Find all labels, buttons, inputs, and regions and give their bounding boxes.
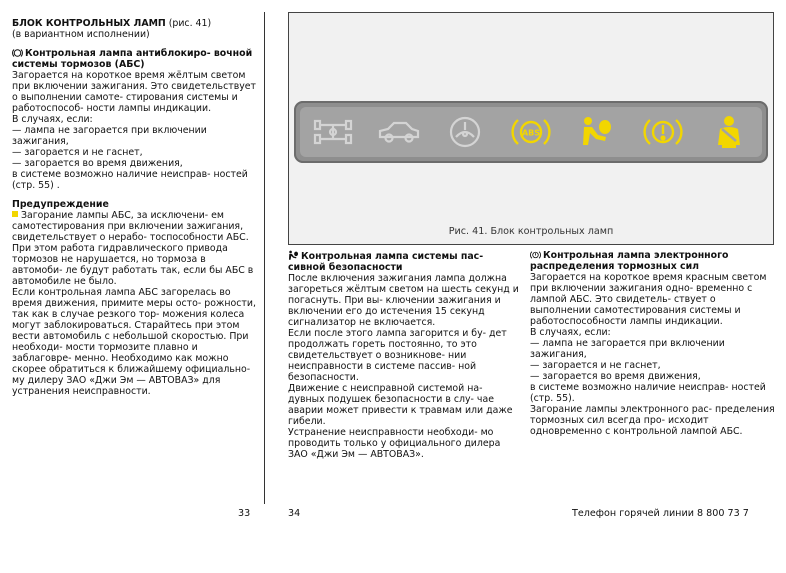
section-heading: БЛОК КОНТРОЛЬНЫХ ЛАМП (рис. 41) <box>12 18 212 29</box>
left-column <box>12 18 256 397</box>
airbag-lamp-icon <box>575 112 619 152</box>
power-steering-lamp-icon <box>443 112 487 152</box>
warning-marker-icon <box>12 211 18 217</box>
section-subheading: (в вариантном исполнении) <box>12 29 150 40</box>
ebd-paragraph: Загорание лампы электронного рас- пределения тормозных сил всегда про- исходит одновременно с контрольной лампой АБС. <box>530 404 775 437</box>
warning-lamp-panel <box>294 101 768 163</box>
warning-title: Предупреждение <box>12 199 109 210</box>
airbag-paragraph: После включения зажигания лампа должна загореться жёлтым светом на шесть секунд и погаснуть. При вы- ключении зажигания и включении его до истечения 15 секунд сигнализатор не включается. <box>288 273 519 328</box>
abs-lamp-body: Загорается на короткое время жёлтым светом при включении зажигания. Это свидетельствует о выполнении самоте- стирования системы и работоспособ- ности лампы индикации. <box>12 70 256 114</box>
case-item: — лампа не загорается при включении зажигания, <box>12 125 207 147</box>
case-item: — лампа не загорается при включении зажигания, <box>530 338 725 360</box>
figure-caption: Рис. 41. Блок контрольных ламп <box>448 226 614 237</box>
car-lamp-icon <box>377 112 421 152</box>
warning-body-continued: Если контрольная лампа АБС загорелась во время движения, примите меры осто- рожности, так как в случае резкого тор- можения колеса могут заблокироваться. Старайтесь при этом вести автомобиль с небольшой скоростью. При необходи- мости тормозите плавно и заблаговре- менно. Необходимо как можно скорее обратиться к ближайшему официально- му дилеру ЗАО «Джи Эм — АВТОВАЗ» для устранения неисправности. <box>12 287 256 397</box>
cases-outro: в системе возможно наличие неисправ- ностей (стр. 55) . <box>12 169 248 191</box>
page-number-left: 33 <box>238 508 251 519</box>
brake-lamp-icon <box>641 112 685 152</box>
cases-intro: В случаях, если: <box>530 327 611 338</box>
svg-text:ABS: ABS <box>521 128 541 138</box>
transmission-lamp-icon <box>311 112 355 152</box>
airbag-paragraph: Устранение неисправности необходи- мо проводить только у официального дилера ЗАО «Джи Эм — АВТОВАЗ». <box>288 427 501 460</box>
ebd-lamp-title: Контрольная лампа электронного распределения тормозных сил <box>530 250 729 272</box>
abs-lamp-icon <box>509 112 553 152</box>
cases-intro: В случаях, если: <box>12 114 93 125</box>
brake-icon <box>530 250 541 260</box>
seatbelt-lamp-icon <box>707 112 751 152</box>
hotline-text: Телефон горячей линии 8 800 73 7 <box>572 508 749 519</box>
cases-outro: в системе возможно наличие неисправ- ностей (стр. 55). <box>530 382 766 404</box>
airbag-lamp-title: Контрольная лампа системы пас- сивной безопасности <box>288 251 484 273</box>
airbag-paragraph: Если после этого лампа загорится и бу- дет продолжать гореть постоянно, то это свидетельствует о возникнове- нии неисправности в системе пассив- ной безопасности. <box>288 328 507 383</box>
case-item: — загорается во время движения, <box>530 371 701 382</box>
airbag-paragraph: Движение с неисправной системой на- дувных подушек безопасности в слу- чае аварии может привести к травмам или даже гибели. <box>288 383 513 427</box>
column-divider <box>264 12 265 504</box>
right-column <box>530 250 776 437</box>
figure-41 <box>288 12 774 245</box>
case-item: — загорается во время движения, <box>12 158 183 169</box>
abs-lamp-icon <box>12 48 23 58</box>
ebd-paragraph: Загорается на короткое время красным светом при включении зажигания одно- временно с лампой АБС. Это свидетель- ствует о выполнении самотестирования системы и работоспособности лампы индикации. <box>530 272 767 327</box>
warning-body: Загорание лампы АБС, за исключени- ем самотестирования при включении зажигания, свидетельствует о нерабо- тоспособности АБС. При этом работа гидравлического привода тормозов не нарушается, но тормоза в автомоби- ле будут работать так, если бы АБС в автомобиле не было. <box>12 210 254 287</box>
abs-lamp-title: Контрольная лампа антиблокиро- вочной системы тормозов (АБС) <box>12 48 253 70</box>
case-item: — загорается и не гаснет, <box>530 360 661 371</box>
case-item: — загорается и не гаснет, <box>12 147 143 158</box>
middle-column <box>288 250 520 460</box>
page-number-right: 34 <box>288 508 301 519</box>
airbag-icon <box>288 250 299 261</box>
